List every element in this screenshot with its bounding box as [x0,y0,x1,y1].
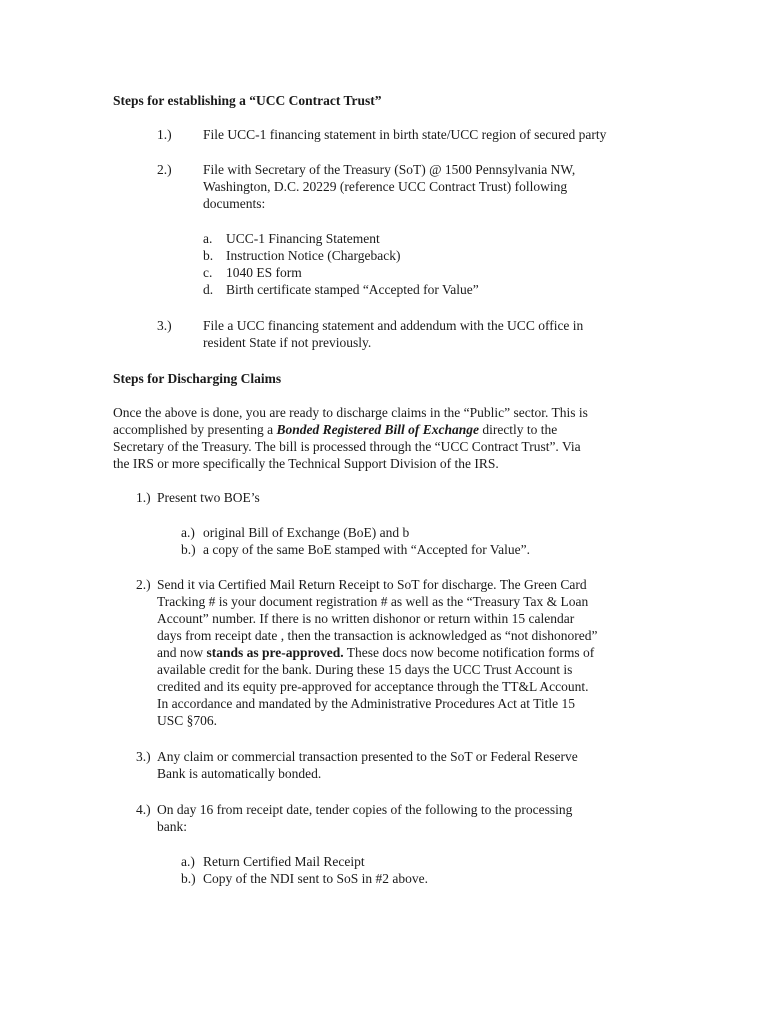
list-letter: a.) [181,525,195,540]
step-number: 4.) [136,802,151,817]
list-item-text: Return Certified Mail Receipt [203,854,365,869]
bold-text: stands as pre-approved. [206,645,344,660]
step-text-line: resident State if not previously. [203,335,372,350]
step-text-line: days from receipt date , then the transaction is acknowledged as “not dishonored” [157,628,598,643]
list-item-text: Birth certificate stamped “Accepted for Value” [226,282,479,297]
step-text-line: File with Secretary of the Treasury (SoT) @ 1500 Pennsylvania NW, [203,162,576,177]
step-number: 3.) [136,749,151,764]
step-text-line: Bank is automatically bonded. [157,766,322,781]
step-text-line: File UCC-1 financing statement in birth state/UCC region of secured party [203,127,607,142]
list-letter: a. [203,231,213,246]
section-heading-ucc-contract-trust: Steps for establishing a “UCC Contract Trust” [113,93,382,108]
list-item-text: Copy of the NDI sent to SoS in #2 above. [203,871,428,886]
step-number: 1.) [157,127,172,142]
list-letter: d. [203,282,214,297]
step-text-line: credited and its equity pre-approved for acceptance through the TT&L Account. [157,679,589,694]
list-item-text: original Bill of Exchange (BoE) and b [203,525,410,540]
list-item-text: 1040 ES form [226,265,302,280]
step-text-line: Washington, D.C. 20229 (reference UCC Contract Trust) following [203,179,568,194]
list-letter: b. [203,248,214,263]
text-run: directly to the [478,422,558,437]
paragraph-line [113,421,653,438]
step-text-line: File a UCC financing statement and addendum with the UCC office in [203,318,584,333]
list-item-text: Instruction Notice (Chargeback) [226,248,401,263]
step-number: 2.) [136,577,151,592]
paragraph-line: Once the above is done, you are ready to discharge claims in the “Public” sector. This is [113,405,588,420]
list-letter: b.) [181,871,196,886]
step-number: 3.) [157,318,172,333]
step-text-line: Any claim or commercial transaction presented to the SoT or Federal Reserve [157,749,578,764]
step-text-line: available credit for the bank. During these 15 days the UCC Trust Account is [157,662,573,677]
step-text-line: USC §706. [157,713,218,728]
list-letter: b.) [181,542,196,557]
list-letter: a.) [181,854,195,869]
step-number: 2.) [157,162,172,177]
list-item-text: a copy of the same BoE stamped with “Accepted for Value”. [203,542,531,557]
paragraph-line: Secretary of the Treasury. The bill is processed through the “UCC Contract Trust”. Via [113,439,581,454]
step-text-line: Send it via Certified Mail Return Receipt to SoT for discharge. The Green Card [157,577,587,592]
step-text-line: Present two BOE’s [157,490,260,505]
step-text-line: documents: [203,196,266,211]
step-text-line: bank: [157,819,187,834]
step-number: 1.) [136,490,151,505]
step-text-line: Account” number. If there is no written dishonor or return within 15 calendar [157,611,575,626]
paragraph-line: the IRS or more specifically the Technical Support Division of the IRS. [113,456,499,471]
step-text-line [157,644,594,661]
list-letter: c. [203,265,213,280]
text-run: These docs now become notification forms of [343,645,595,660]
text-run: accomplished by presenting a [113,422,277,437]
text-run: and now [157,645,207,660]
step-text-line: Tracking # is your document registration # as well as the “Treasury Tax & Loan [157,594,589,609]
section-heading-discharging-claims: Steps for Discharging Claims [113,371,282,386]
list-item-text: UCC-1 Financing Statement [226,231,380,246]
step-text-line: In accordance and mandated by the Administrative Procedures Act at Title 15 [157,696,576,711]
step-text-line: On day 16 from receipt date, tender copies of the following to the processing [157,802,573,817]
emphasis-text: Bonded Registered Bill of Exchange [276,422,479,437]
